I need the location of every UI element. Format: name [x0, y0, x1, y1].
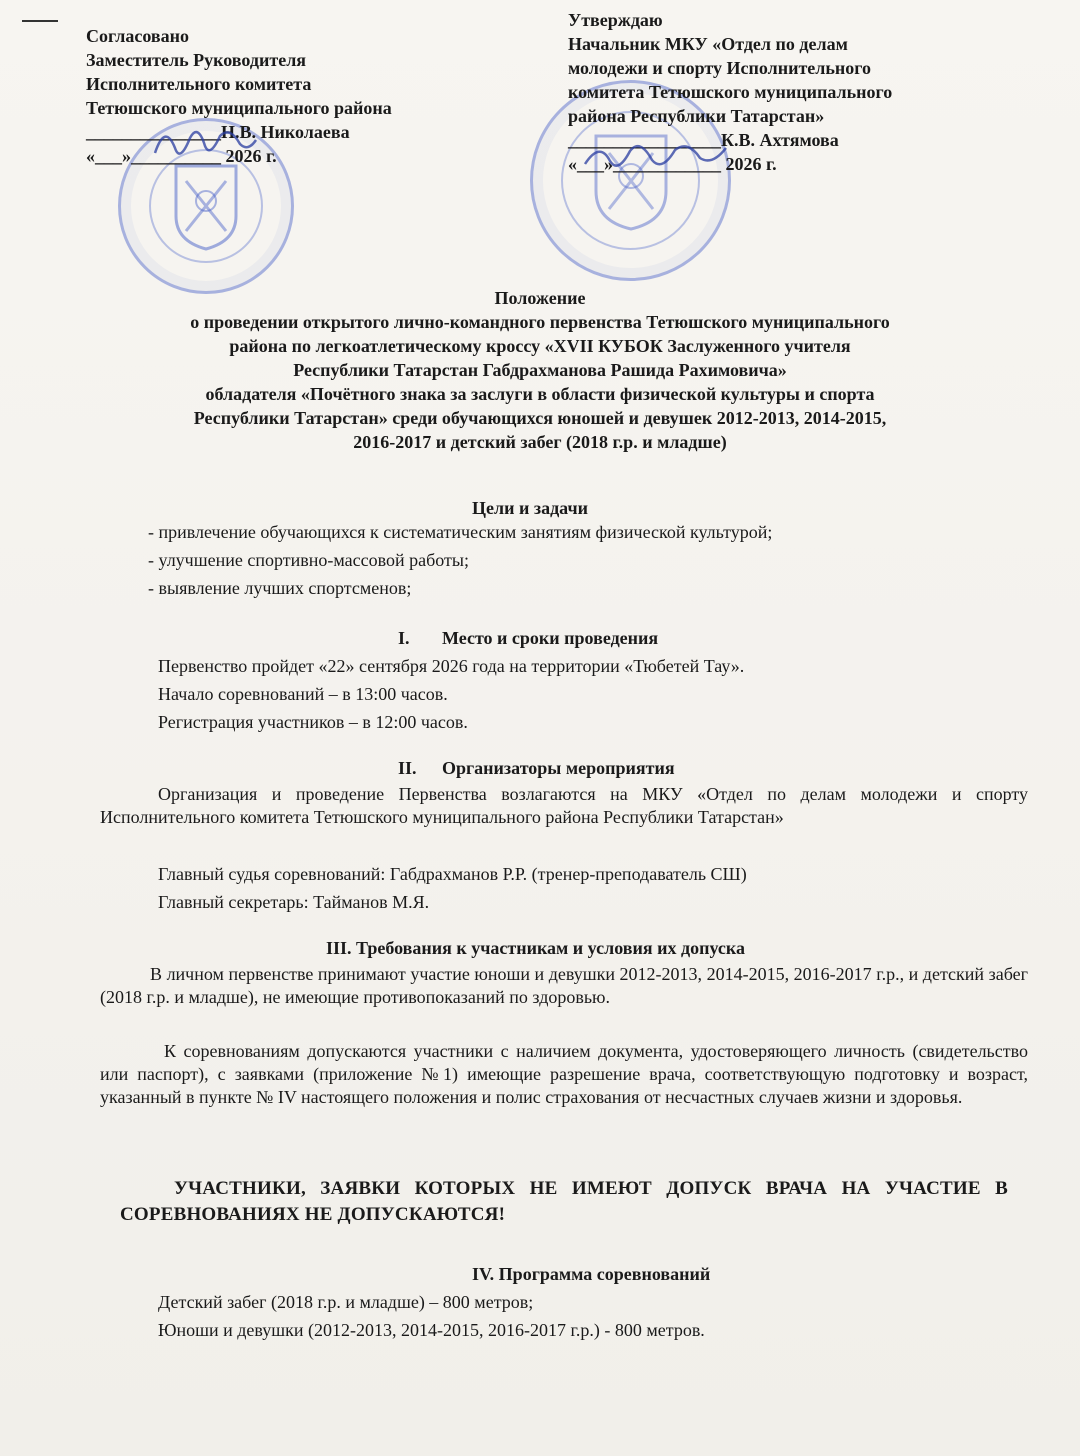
approval-left-line: Согласовано	[86, 26, 189, 46]
goals-heading: Цели и задачи	[472, 498, 588, 518]
section-1-line: Регистрация участников – в 12:00 часов.	[158, 712, 468, 732]
section-4-line: Юноши и девушки (2012-2013, 2014-2015, 2016-2017 г.р.) - 800 метров.	[158, 1320, 705, 1340]
coat-of-arms-icon	[171, 161, 241, 251]
title-line: обладателя «Почётного знака за заслуги в области физической культуры и спорта	[205, 384, 875, 404]
section-2-line: Главный судья соревнований: Габдрахманов Р.Р. (тренер-преподаватель СШ)	[158, 864, 747, 884]
title-line: района по легкоатлетическому кроссу «XVII КУБОК Заслуженного учителя	[229, 336, 851, 356]
approval-right-date-line: «___»____________ 2026 г.	[568, 154, 777, 174]
section-1-title: Место и сроки проведения	[442, 628, 659, 648]
section-3-heading: III. Требования к участникам и условия их допуска	[326, 938, 745, 958]
goals-item: - улучшение спортивно-массовой работы;	[148, 550, 469, 570]
goals-item: - привлечение обучающихся к систематическим занятиям физической культурой;	[148, 522, 773, 542]
section-4-line: Детский забег (2018 г.р. и младше) – 800 метров;	[158, 1292, 534, 1312]
approval-left-line: Тетюшского муниципального района	[86, 98, 392, 118]
approval-right-signature-line: _________________К.В. Ахтямова	[568, 130, 839, 150]
section-1-heading	[398, 626, 658, 650]
approval-right-line: молодежи и спорту Исполнительного	[568, 58, 872, 78]
goals-item: - выявление лучших спортсменов;	[148, 578, 412, 598]
title-line: Республики Татарстан» среди обучающихся юношей и девушек 2012-2013, 2014-2015,	[193, 408, 887, 428]
approval-left-date-line: «___»__________ 2026 г.	[86, 146, 277, 166]
handwritten-signature-left	[150, 118, 260, 168]
section-4-heading: IV. Программа соревнований	[472, 1264, 711, 1284]
document-title	[60, 286, 1020, 454]
title-line: Республики Татарстан Габдрахманова Рашида Рахимовича»	[293, 360, 787, 380]
approval-left-line: Заместитель Руководителя	[86, 50, 307, 70]
approval-right-line: комитета Тетюшского муниципального	[568, 82, 893, 102]
section-2-title: Организаторы мероприятия	[442, 758, 675, 778]
section-1-line: Начало соревнований – в 13:00 часов.	[158, 684, 448, 704]
section-1-number: I.	[398, 628, 410, 648]
handwritten-signature-right	[580, 136, 730, 176]
corner-mark	[22, 20, 58, 22]
section-1-line: Первенство пройдет «22» сентября 2026 года на территории «Тюбетей Тау».	[158, 656, 745, 676]
section-2-line: Главный секретарь: Тайманов М.Я.	[158, 892, 430, 912]
approval-left-signature-line: _______________Н.В. Николаева	[86, 122, 350, 142]
section-3-paragraph: В личном первенстве принимают участие юноши и девушки 2012-2013, 2014-2015, 2016-2017 г.р., и детский забег (2018 г.р. и младше), не имеющие противопоказаний по здоровью.	[100, 964, 1028, 1007]
section-2-heading	[398, 756, 675, 780]
approval-left-line: Исполнительного комитета	[86, 74, 312, 94]
approval-right-line: района Республики Татарстан»	[568, 106, 825, 126]
title-line: Положение	[494, 288, 586, 308]
admission-warning: УЧАСТНИКИ, ЗАЯВКИ КОТОРЫХ НЕ ИМЕЮТ ДОПУСК ВРАЧА НА УЧАСТИЕ В СОРЕВНОВАНИЯХ НЕ ДОПУСКАЮТСЯ!	[120, 1178, 1008, 1225]
section-2-number: II.	[398, 758, 417, 778]
approval-right-line: Начальник МКУ «Отдел по делам	[568, 34, 848, 54]
approval-right-line: Утверждаю	[568, 10, 663, 30]
title-line: о проведении открытого лично-командного первенства Тетюшского муниципального	[190, 312, 890, 332]
title-line: 2016-2017 и детский забег (2018 г.р. и младше)	[353, 432, 727, 452]
section-2-paragraph: Организация и проведение Первенства возлагаются на МКУ «Отдел по делам молодежи и спорту Исполнительного комитета Тетюшского муниципального района Республики Татарстан»	[100, 784, 1028, 827]
section-3-paragraph: К соревнованиям допускаются участники с наличием документа, удостоверяющего личность (свидетельство или паспорт), с заявками (приложение №1) имеющие разрешение врача, соответствующую подготовку и возраст, указанный в пункте № IV настоящего положения и полис страхования от несчастных случаев жизни и здоровья.	[100, 1041, 1028, 1107]
